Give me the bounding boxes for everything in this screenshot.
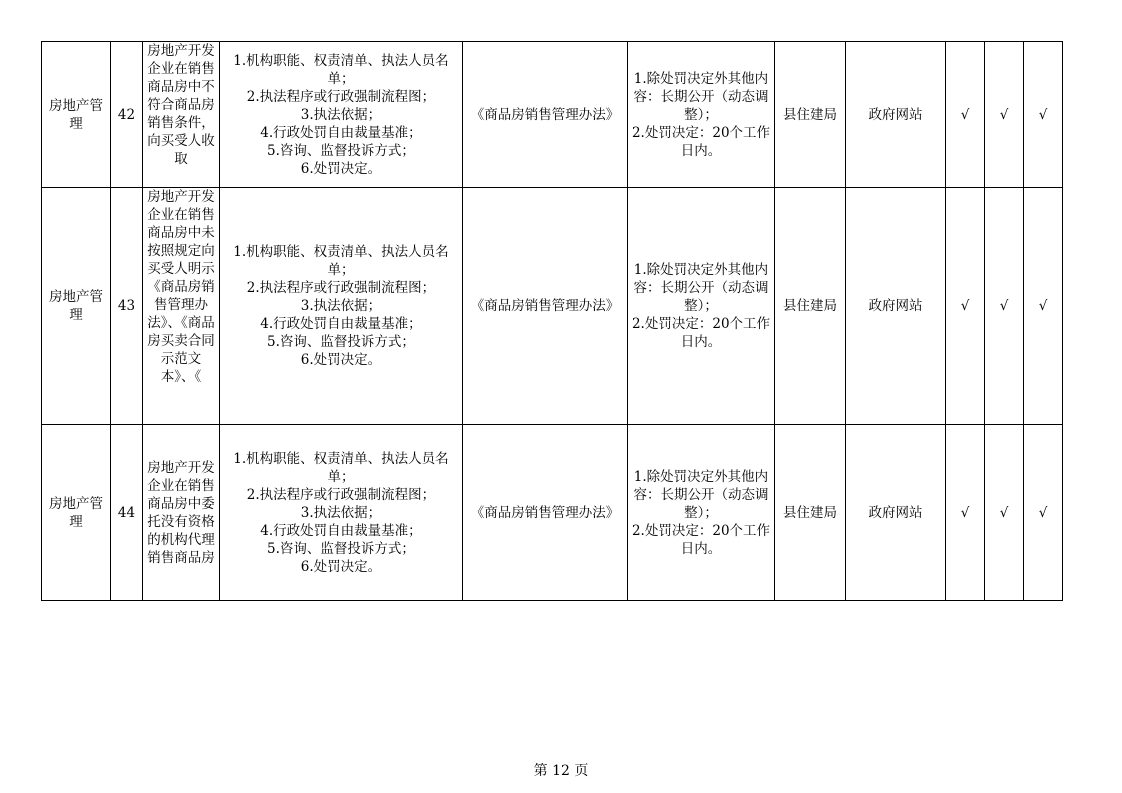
content-line: 2.执法程序或行政强制流程图； bbox=[246, 88, 436, 105]
check-cell: √ bbox=[1024, 425, 1063, 601]
check-cell: √ bbox=[1024, 188, 1063, 425]
category-cell bbox=[42, 188, 111, 425]
content-line: 2.执法程序或行政强制流程图； bbox=[246, 280, 436, 296]
item-cell bbox=[143, 425, 220, 601]
page-number: 第 12 页 bbox=[533, 763, 589, 779]
number-cell: 42 bbox=[111, 42, 143, 188]
content-line: 1.机构职能、权责清单、执法人员名单； bbox=[233, 244, 449, 278]
check-cell: √ bbox=[946, 425, 985, 601]
channel-cell: 政府网站 bbox=[846, 425, 946, 601]
category-cell bbox=[42, 425, 111, 601]
content-cell bbox=[220, 188, 463, 425]
content-line: 4.行政处罚自由裁量基准； bbox=[260, 316, 422, 332]
check-cell: √ bbox=[946, 42, 985, 188]
channel-cell: 政府网站 bbox=[846, 188, 946, 425]
content-line: 6.处罚决定。 bbox=[300, 160, 382, 177]
number-cell: 44 bbox=[111, 425, 143, 601]
content-line: 3.执法依据； bbox=[300, 106, 382, 123]
check-cell: √ bbox=[946, 188, 985, 425]
table-row bbox=[42, 42, 1063, 188]
basis-cell: 《商品房销售管理办法》 bbox=[463, 425, 628, 601]
content-line: 1.机构职能、权责清单、执法人员名单； bbox=[233, 450, 449, 485]
category-text: 房地产管理 bbox=[49, 289, 103, 323]
category-text: 房地产管理 bbox=[49, 97, 103, 132]
item-text: 房地产开发企业在销售商品房中不符合商品房销售条件，向买受人收取 bbox=[147, 43, 215, 167]
table-row bbox=[42, 188, 1063, 425]
category-cell bbox=[42, 42, 111, 188]
basis-cell: 《商品房销售管理办法》 bbox=[463, 188, 628, 425]
content-line: 1.机构职能、权责清单、执法人员名单； bbox=[233, 52, 449, 87]
time-cell: 1.除处罚决定外其他内容：长期公开（动态调整）； 2.处罚决定：20个工作日内。 bbox=[628, 188, 775, 425]
item-text: 房地产开发企业在销售商品房中委托没有资格的机构代理销售商品房 bbox=[147, 459, 215, 566]
number-cell: 43 bbox=[111, 188, 143, 425]
item-text: 房地产开发企业在销售商品房中未按照规定向买受人明示《商品房销售管理办法》、《商品房买卖合同示范文本》、《 bbox=[147, 189, 215, 385]
content-line: 2.执法程序或行政强制流程图； bbox=[246, 486, 436, 503]
content-line: 5.咨询、监督投诉方式； bbox=[267, 334, 415, 350]
check-cell: √ bbox=[1024, 42, 1063, 188]
channel-cell: 政府网站 bbox=[846, 42, 946, 188]
content-line: 3.执法依据； bbox=[300, 504, 382, 521]
department-cell: 县住建局 bbox=[775, 42, 846, 188]
time-cell: 1.除处罚决定外其他内容：长期公开（动态调整）； 2.处罚决定：20个工作日内。 bbox=[628, 42, 775, 188]
content-line: 4.行政处罚自由裁量基准； bbox=[260, 522, 422, 539]
check-cell: √ bbox=[985, 425, 1024, 601]
content-line: 3.执法依据； bbox=[300, 298, 382, 314]
content-line: 5.咨询、监督投诉方式； bbox=[267, 540, 415, 557]
content-cell bbox=[220, 425, 463, 601]
item-cell bbox=[143, 42, 220, 188]
disclosure-table bbox=[41, 41, 1063, 601]
content-line: 6.处罚决定。 bbox=[300, 558, 382, 575]
check-cell: √ bbox=[985, 188, 1024, 425]
content-line: 5.咨询、监督投诉方式； bbox=[267, 142, 415, 159]
content-line: 6.处罚决定。 bbox=[300, 352, 382, 368]
table-row bbox=[42, 425, 1063, 601]
content-line: 4.行政处罚自由裁量基准； bbox=[260, 124, 422, 141]
department-cell: 县住建局 bbox=[775, 188, 846, 425]
basis-cell: 《商品房销售管理办法》 bbox=[463, 42, 628, 188]
time-cell: 1.除处罚决定外其他内容：长期公开（动态调整）； 2.处罚决定：20个工作日内。 bbox=[628, 425, 775, 601]
check-cell: √ bbox=[985, 42, 1024, 188]
content-cell bbox=[220, 42, 463, 188]
item-cell bbox=[143, 188, 220, 425]
department-cell: 县住建局 bbox=[775, 425, 846, 601]
category-text: 房地产管理 bbox=[49, 495, 103, 530]
